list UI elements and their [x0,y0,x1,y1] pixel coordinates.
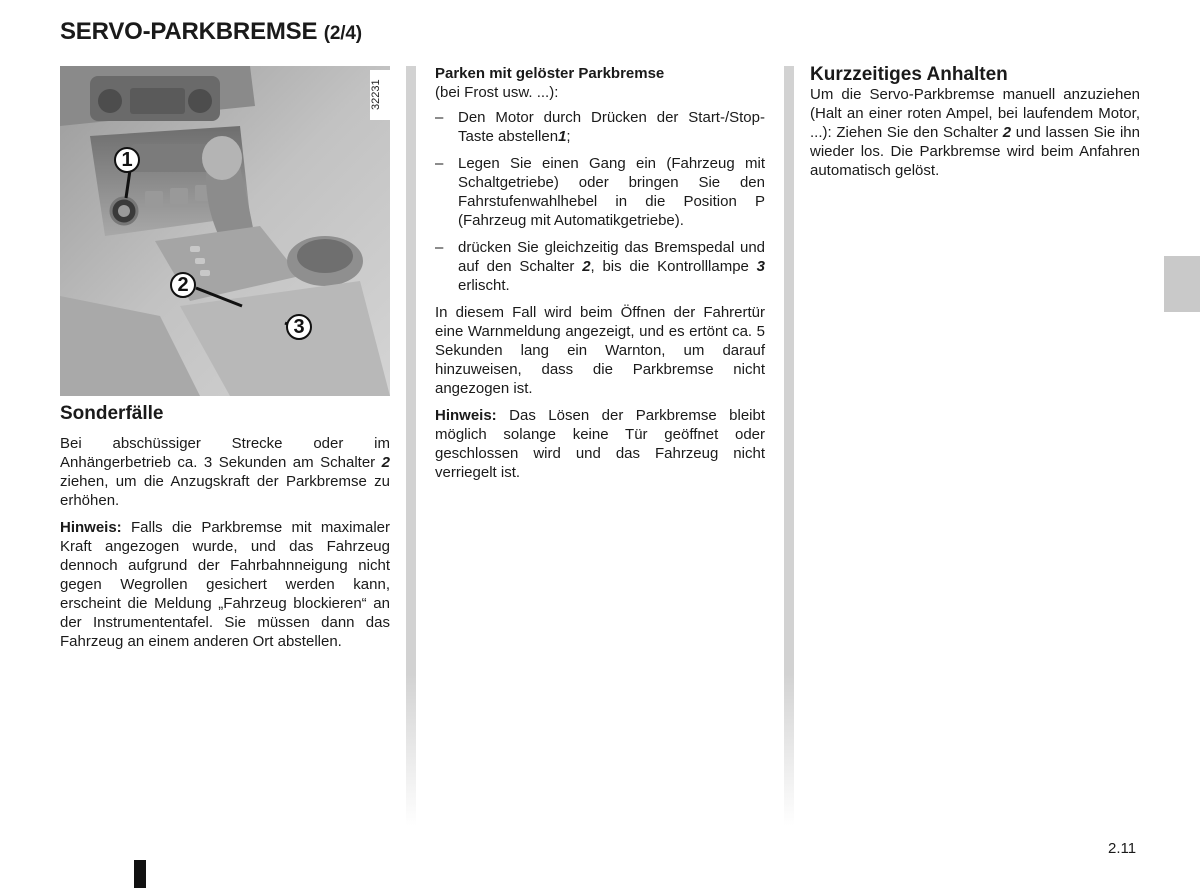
section-heading-short-stop: Kurzzeitiges Anhalten [810,64,1008,85]
list-item: – Legen Sie einen Gang ein (Fahrzeug mit Schaltgetriebe) oder bringen Sie den Fahrstufenwahlhebel in die Position P (Fahrzeug mit Automatikgetriebe). [435,154,765,230]
ref-number: 2 [582,258,591,275]
page-title [60,18,362,46]
text: Bei abschüssiger Strecke oder im Anhängerbetrieb ca. 3 Sekunden am Schalter [60,435,390,471]
ref-number: 3 [756,258,765,275]
chapter-thumb-tab [1164,256,1200,312]
section-heading-parking: Parken mit gelöster Parkbremse [435,65,665,82]
page-title-text: SERVO-PARKBREMSE [60,18,318,45]
page-number: 2.11 [1108,840,1137,857]
print-mark [134,860,146,888]
paragraph-warning: In diesem Fall wird beim Öffnen der Fahrertür eine Warnmeldung angezeigt, und es ertönt ca. 5 Sekunden lang ein Warnton, um darauf hinzuweisen, dass die Parkbremse nicht angezogen ist. [435,304,765,397]
paragraph-short-stop [810,85,1140,180]
text: Das Lösen der Parkbremse bleibt möglich solange keine Tür geöffnet oder geschlossen wird und das Fahrzeug nicht verriegelt ist. [435,407,765,481]
console-illustration [60,66,390,396]
ref-number: 2 [1002,124,1012,141]
ref-number: 1 [558,128,567,145]
section-heading-special-cases: Sonderfälle [60,403,164,424]
note-label: Hinweis: [435,407,497,424]
right-column [810,64,1140,188]
callout-1: 1 [114,147,140,173]
middle-column [435,64,765,490]
left-column [60,400,390,659]
list-item [435,108,765,146]
paragraph-special-cases [60,434,390,510]
callout-3: 3 [286,314,312,340]
text: drücken Sie gleichzeitig das Bremspedal und auf den Schalter [458,239,765,275]
text: ziehen, um die Anzugskraft der Parkbremse zu erhöhen. [60,473,390,509]
column-divider [406,66,416,826]
page-title-part: (2/4) [323,23,362,44]
list-item [435,238,765,295]
note-paragraph [435,406,765,482]
text: Um die Servo-Parkbremse manuell anzuziehen (Halt an einer roten Ampel, bei laufendem Motor, ...): Ziehen Sie den Schalter [810,86,1140,141]
section-subheading: (bei Frost usw. ...): [435,84,559,101]
figure-code: 32231 [370,70,390,120]
note-paragraph [60,518,390,651]
text: und lassen Sie ihn wieder los. Die Parkbremse wird beim Anfahren automatisch gelöst. [810,124,1140,179]
text: erlischt. [458,277,510,294]
text: , bis die Kontrolllampe [590,258,757,275]
text: ; [566,128,571,145]
text: Falls die Parkbremse mit maximaler Kraft angezogen wurde, und das Fahrzeug dennoch aufgrund der Fahrbahnneigung nicht gegen Wegrollen gesichert werden kann, erscheint die Meldung „Fahrzeug blockieren“ an der Instrumententafel. Sie müssen dann das Fahrzeug an einem anderen Ort abstellen. [60,519,390,650]
text: Den Motor durch Drücken der Start-/Stop-Taste abstellen [458,109,765,145]
console-drawing [60,66,390,396]
column-divider [784,66,794,826]
callout-2: 2 [170,272,196,298]
note-label: Hinweis: [60,519,122,536]
ref-number: 2 [381,454,390,471]
